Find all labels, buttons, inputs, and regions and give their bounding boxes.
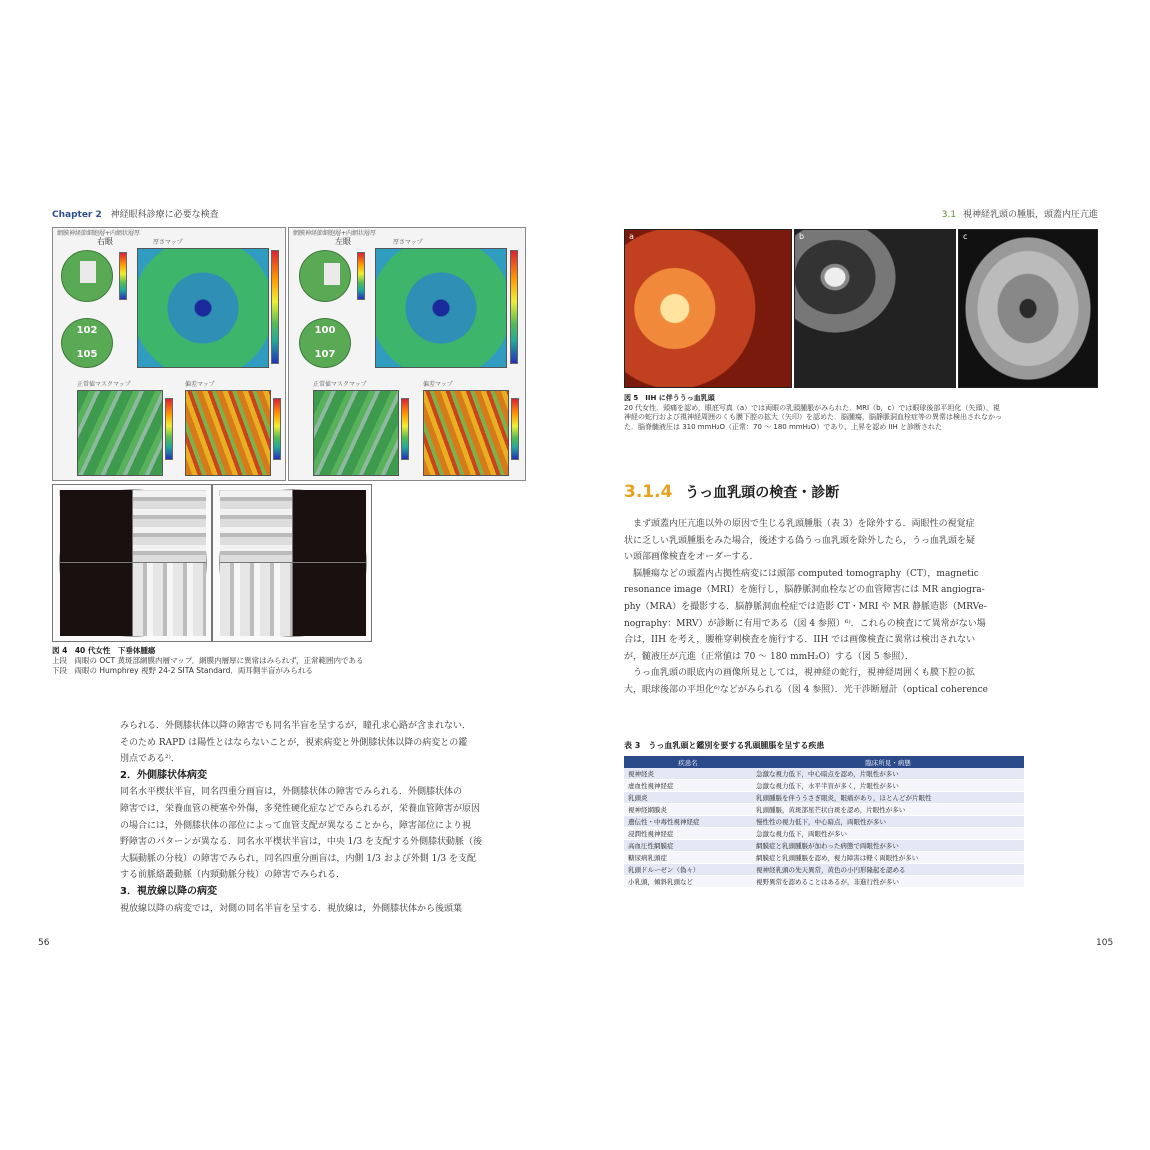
- table-cell: 浸潤性視神経症: [624, 828, 752, 840]
- fundus-photo: [624, 229, 792, 388]
- oct-left-deviation-map: [423, 390, 509, 476]
- oct-left-mask-scale: [401, 398, 409, 460]
- text-line: 障害では，栄養血管の梗塞や外傷，多発性硬化症などでみられるが，栄養血管障害が原因: [120, 803, 481, 814]
- oct-left-mask-map: [313, 390, 399, 476]
- text-line: い頭部画像検査をオーダーする．: [624, 552, 759, 563]
- text-line: 状に乏しい乳頭腫脹をみた場合，後述する偽うっ血乳頭を除外したら，うっ血乳頭を疑: [624, 535, 976, 546]
- oct-right-mask-caption: 正常値マスクマップ: [77, 381, 131, 388]
- text-line: phy（MRA）を撮影する．脳静脈洞血栓症では造影 CT・MRI や MR 静脈造影（MRVe-: [624, 601, 987, 612]
- table-row: [624, 804, 1024, 816]
- right-page-number: 105: [1096, 938, 1114, 948]
- oct-left-small-scale: [357, 252, 365, 300]
- oct-right-thickness-map: [137, 248, 269, 368]
- section-heading-3-1-4: [624, 482, 839, 502]
- oct-left-map-scale: [510, 250, 518, 364]
- figure-5-caption: [624, 394, 1002, 432]
- table-cell: 網膜症と乳頭腫脹が加わった病態で両眼性が多い: [752, 840, 1024, 852]
- table-cell: 遺伝性・中毒性視神経症: [624, 816, 752, 828]
- table-cell: 乳頭ドルーゼン（偽々）: [624, 864, 752, 876]
- section-number: 3.1.4: [624, 482, 673, 502]
- oct-right-mask-map: [77, 390, 163, 476]
- table-row: [624, 852, 1024, 864]
- text-line: うっ血乳頭の眼底内の画像所見としては，視神経の蛇行，視神経周囲くも膜下腔の拡: [624, 668, 976, 679]
- text-line: 大脳動脈の分枝）の障害でみられ，同名四重分画盲は，内側 1/3 および外側 1/3 を支配: [120, 853, 476, 864]
- visual-field-right: [212, 484, 372, 642]
- oct-left-deviation-scale: [511, 398, 519, 460]
- text-line: 同名水平楔状半盲，同名四重分画盲は，外側膝状体の障害でみられる．外側膝状体の: [120, 787, 463, 798]
- vf-right-circle: [219, 489, 367, 637]
- section-2-heading: 2．外側膝状体病変: [120, 769, 207, 781]
- text-line: の場合には，外側膝状体の部位によって血管支配が異なることから，障害部位により視: [120, 820, 472, 831]
- text-line: nography：MRV）が診断に有用である（図 4 参照）⁶⁾．これらの検査にて異常がない場: [624, 618, 986, 629]
- table-cell: 急激な視力低下，両眼性が多い: [752, 828, 1024, 840]
- oct-right-deviation-map: [185, 390, 271, 476]
- photo-label-b: b: [799, 232, 805, 241]
- oct-left-thickness-map: [375, 248, 507, 368]
- table-cell: 乳頭炎: [624, 792, 752, 804]
- table-row: [624, 792, 1024, 804]
- oct-right-mask-scale: [165, 398, 173, 460]
- text-line: まず頭蓋内圧亢進以外の原因で生じる乳頭腫脹（表 3）を除外する．両眼性の視覚症: [624, 519, 975, 529]
- oct-panel-left-eye: [288, 227, 526, 481]
- table-row: [624, 816, 1024, 828]
- oct-right-upper-hemisphere: [61, 318, 113, 368]
- oct-left-sector-chart: [299, 250, 351, 302]
- oct-right-deviation-caption: 偏差マップ: [185, 381, 215, 388]
- right-body-text: [624, 516, 988, 699]
- oct-right-left-caption: 網膜神経節細胞層+内網状層厚: [57, 230, 141, 237]
- oct-right-deviation-scale: [273, 398, 281, 460]
- text-line: 別点である²⁾．: [120, 754, 180, 765]
- figure-4-line2: 下段 両眼の Humphrey 視野 24-2 SITA Standard．両耳側半盲がみられる: [52, 666, 313, 675]
- text-line: 視放線以降の病変では，対側の同名半盲を呈する．視放線は，外側膝状体から後頭葉: [120, 903, 463, 914]
- text-line: 脳腫瘍などの頭蓋内占拠性病変には頭部 computed tomography（CT），magnetic: [624, 568, 979, 579]
- photo-label-c: c: [963, 232, 968, 241]
- table-3-title: 表 3 うっ血乳頭と鑑別を要する乳頭腫脹を呈する疾患: [624, 741, 825, 750]
- table-cell: 視神経乳頭の先天異常，黄色の小円形隆起を認める: [752, 864, 1024, 876]
- section-title: うっ血乳頭の検査・診断: [685, 485, 840, 501]
- table-cell: 慢性性の視力低下，中心暗点，両眼性が多い: [752, 816, 1024, 828]
- table-cell: 小乳頭，傾斜乳頭など: [624, 876, 752, 888]
- oct-left-deviation-caption: 偏差マップ: [423, 381, 453, 388]
- table-cell: 乳頭腫脹，黄斑部星芒状白斑を認め，片眼性が多い: [752, 804, 1024, 816]
- table-cell: 乳頭腫脹を伴ううさぎ眼炎，眼痛があり，ほとんどが片眼性: [752, 792, 1024, 804]
- oct-left-lower-value: 107: [314, 349, 336, 360]
- oct-left-eye-label: 左眼: [335, 237, 351, 246]
- table-cell: 高血圧性網膜症: [624, 840, 752, 852]
- table-cell: 急激な視力低下，中心暗点を認め，片眼性が多い: [752, 768, 1024, 780]
- table-row: [624, 768, 1024, 780]
- chapter-title: 神経眼科診療に必要な検査: [110, 210, 219, 220]
- photo-label-a: a: [629, 232, 634, 241]
- vf-left-q-lower-nasal: [133, 563, 206, 636]
- table-row: [624, 780, 1024, 792]
- text-line: 野障害のパターンが異なる．同名水平楔状半盲は，中央 1/3 を支配する外側膝状動脈（後: [120, 837, 483, 848]
- table-cell: 視神経炎: [624, 768, 752, 780]
- oct-right-upper-value: 102: [76, 325, 98, 336]
- vf-left-circle: [59, 489, 207, 637]
- table-cell: 視神経網膜炎: [624, 804, 752, 816]
- oct-left-upper-hemisphere: [299, 318, 351, 368]
- text-line: する前脈絡叢動脈（内頸動脈分枝）の障害でみられる．: [120, 870, 346, 881]
- text-line: そのため RAPD は陽性とはならないことが，視索病変と外側膝状体以降の病変との鑑: [120, 737, 468, 748]
- table-row: [624, 864, 1024, 876]
- section-number-label: 3.1: [941, 210, 957, 220]
- chapter-label: Chapter 2: [52, 210, 102, 220]
- vf-left-q-lower-temporal: [60, 563, 133, 636]
- mri-axial-orbit: [794, 229, 956, 388]
- figure-5-line1: 20 代女性．頭痛を認め，眼底写真（a）では両眼の乳頭腫脹がみられた．MRI（b，c）では眼球後部平坦化（矢頭），視: [624, 403, 1000, 412]
- mri-axial-brain: [958, 229, 1098, 388]
- right-running-header: [942, 207, 1098, 220]
- figure-5-line2: 神経の蛇行および視神経周囲のくも膜下腔の拡大（矢印）を認めた．脳腫瘍，脳静脈洞血栓症等の異常は検出されなかっ: [624, 413, 1002, 421]
- text-line: みられる．外側膝状体以降の障害でも同名半盲を呈するが，瞳孔求心路が含まれない．: [120, 721, 472, 731]
- oct-right-lower-value: 105: [76, 349, 98, 360]
- text-line: 大，眼球後部の平坦化⁶⁾などがみられる（図 4 参照）．光干渉断層計（optical coherence: [624, 684, 988, 695]
- oct-left-left-caption: 網膜神経節細胞層+内網状層厚: [293, 230, 377, 237]
- oct-left-thickness-caption: 厚さマップ: [393, 239, 423, 246]
- table-row: [624, 876, 1024, 888]
- left-running-header: [52, 207, 219, 220]
- oct-right-sector-chart: [61, 250, 113, 302]
- left-body-text: [120, 718, 482, 917]
- table-header: 疾患名: [624, 756, 752, 768]
- section-running-title: 視神経乳頭の腫脹，頭蓋内圧亢進: [962, 210, 1098, 220]
- oct-right-small-scale: [119, 252, 127, 300]
- visual-field-left: [52, 484, 212, 642]
- table-cell: 視野異常を認めることはあるが，非進行性が多い: [752, 876, 1024, 888]
- table-cell: 網膜症と乳頭腫脹を認め，視力障害は軽く両眼性が多い: [752, 852, 1024, 864]
- vf-right-q-lower-temporal: [293, 563, 366, 636]
- oct-panel-right-eye: [52, 227, 286, 481]
- oct-right-eye-label: 右眼: [97, 237, 113, 246]
- figure-5-title: 図 5 IIH に伴ううっ血乳頭: [624, 394, 715, 402]
- oct-left-upper-value: 100: [314, 325, 336, 336]
- vf-left-q-upper-nasal: [133, 490, 206, 563]
- vf-right-q-lower-nasal: [220, 563, 293, 636]
- left-page-number: 56: [38, 938, 50, 948]
- table-cell: 急激な視力低下，水平半盲が多く，片眼性が多い: [752, 780, 1024, 792]
- vf-right-q-upper-temporal: [293, 490, 366, 563]
- section-3-heading: 3．視放線以降の病変: [120, 885, 217, 897]
- text-line: resonance image（MRI）を施行し，脳静脈洞血栓などの血管障害には MR angiogra-: [624, 585, 985, 596]
- figure-4-caption: [52, 646, 364, 676]
- figure-4-title: 図 4 40 代女性 下垂体腫瘍: [52, 646, 156, 655]
- figure-5-line3: た．脳脊髄液圧は 310 mmH₂O（正常：70 〜 180 mmH₂O）であり，上昇を認め IIH と診断された: [624, 422, 943, 431]
- table-3: [624, 756, 1024, 888]
- table-row: [624, 840, 1024, 852]
- table-header: 臨床所見・病態: [752, 756, 1024, 768]
- table-cell: 虚血性視神経症: [624, 780, 752, 792]
- oct-right-thickness-caption: 厚さマップ: [153, 239, 183, 246]
- figure-4-line1: 上段 両眼の OCT 黄斑部網膜内層マップ．網膜内層厚に異常はみられず，正常範囲内である: [52, 656, 364, 665]
- oct-left-mask-caption: 正常値マスクマップ: [313, 381, 367, 388]
- table-row: [624, 828, 1024, 840]
- table-cell: 糖尿病乳頭症: [624, 852, 752, 864]
- oct-right-map-scale: [271, 250, 279, 364]
- text-line: が，髄液圧が亢進（正常値は 70 〜 180 mmH₂O）する（図 5 参照）．: [624, 651, 914, 662]
- vf-left-q-upper-temporal: [60, 490, 133, 563]
- vf-right-q-upper-nasal: [220, 490, 293, 563]
- text-line: 合は，IIH を考え，腰椎穿刺検査を施行する．IIH では画像検査に異常は検出されない: [624, 635, 976, 646]
